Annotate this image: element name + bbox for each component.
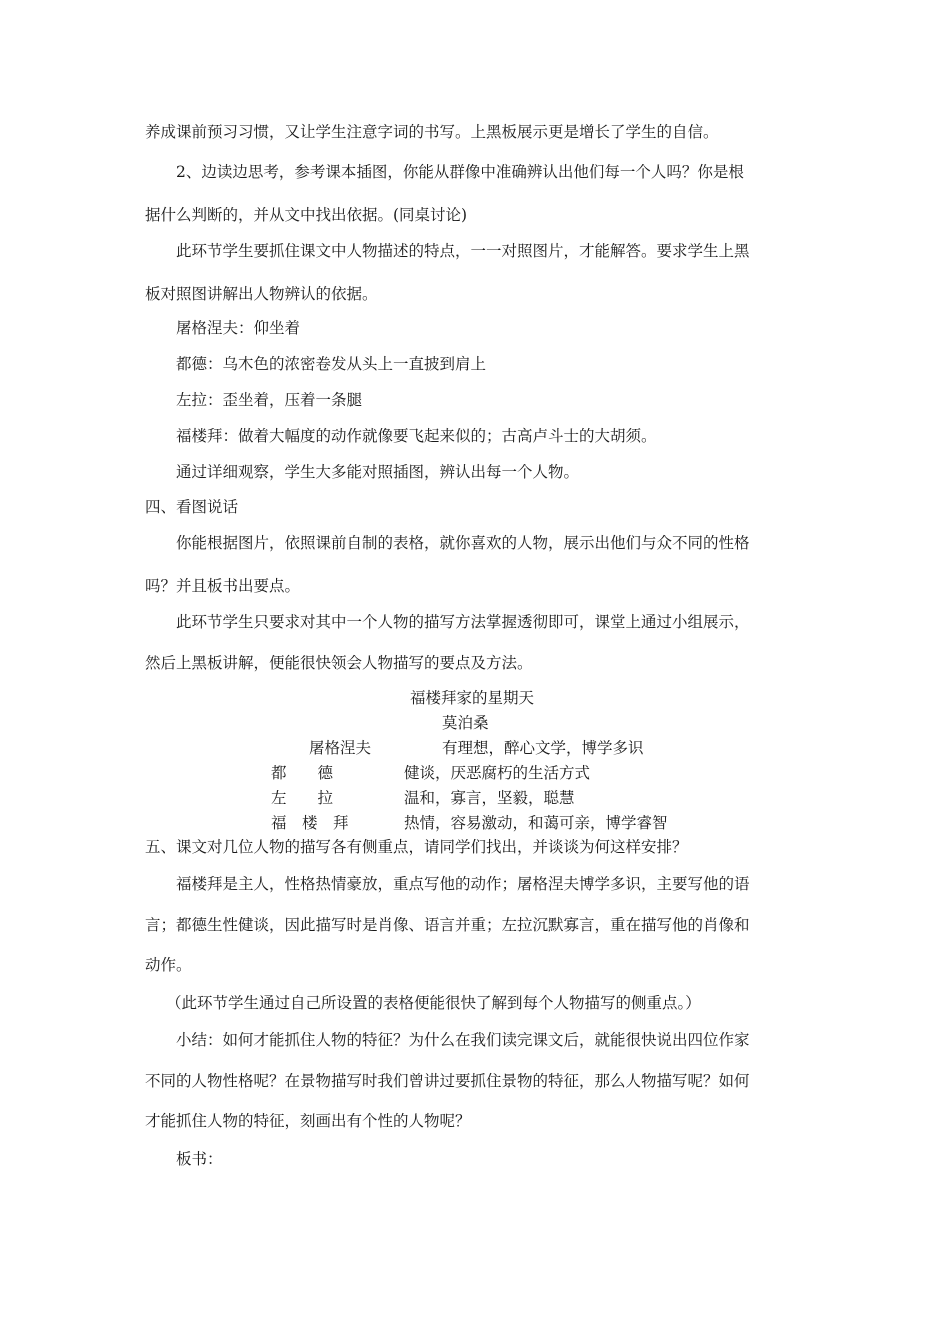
paragraph-line: 你能根据图片，依照课前自制的表格，就你喜欢的人物，展示出他们与众不同的性格 — [176, 534, 750, 552]
paragraph-line: 养成课前预习习惯，又让学生注意字词的书写。上黑板展示更是增长了学生的自信。 — [145, 123, 719, 141]
paragraph-line: 言；都德生性健谈，因此描写时是肖像、语言并重；左拉沉默寡言，重在描写他的肖像和 — [145, 916, 750, 934]
board-row-name: 左 拉 — [271, 789, 334, 807]
character-note-daudet: 都德：乌木色的浓密卷发从头上一直披到肩上 — [176, 355, 487, 373]
paragraph-line: 吗？并且板书出要点。 — [145, 577, 301, 595]
paragraph-line: 福楼拜是主人，性格热情豪放，重点写他的动作；屠格涅夫博学多识，主要写他的语 — [176, 875, 750, 893]
character-note-zola: 左拉：歪坐着，压着一条腿 — [176, 391, 363, 409]
board-title: 福楼拜家的星期天 — [410, 689, 535, 707]
section-heading-5: 五、课文对几位人物的描写各有侧重点，请同学们找出，并谈谈为何这样安排？ — [145, 838, 688, 856]
summary-line: 小结：如何才能抓住人物的特征？为什么在我们读完课文后，就能很快说出四位作家 — [176, 1031, 750, 1049]
board-row-desc: 有理想，醉心文学，博学多识 — [442, 739, 644, 757]
question-2-line: 2、边读边思考，参考课本插图，你能从群像中准确辨认出他们每一个人吗？你是根 — [176, 163, 744, 181]
board-label: 板书： — [176, 1150, 223, 1168]
board-author: 莫泊桑 — [442, 714, 489, 732]
section-heading-4: 四、看图说话 — [145, 498, 239, 516]
board-row-name: 都 德 — [271, 764, 334, 782]
paragraph-line: 此环节学生只要求对其中一个人物的描写方法掌握透彻即可，课堂上通过小组展示， — [176, 613, 750, 631]
character-note-flaubert: 福楼拜：做着大幅度的动作就像要飞起来似的；古高卢斗士的大胡须。 — [176, 427, 657, 445]
summary-line: 不同的人物性格呢？在景物描写时我们曾讲过要抓住景物的特征，那么人物描写呢？如何 — [145, 1072, 750, 1090]
board-row-desc: 健谈，厌恶腐朽的生活方式 — [404, 764, 591, 782]
paragraph-line: 板对照图讲解出人物辨认的依据。 — [145, 285, 378, 303]
character-note-turgenev: 屠格涅夫：仰坐着 — [176, 319, 301, 337]
summary-line: 才能抓住人物的特征，刻画出有个性的人物呢？ — [145, 1112, 471, 1130]
board-row-name: 福 楼 拜 — [271, 814, 349, 832]
board-row-desc: 温和，寡言，坚毅，聪慧 — [404, 789, 575, 807]
board-row-desc: 热情，容易激动，和蔼可亲，博学睿智 — [404, 814, 668, 832]
paragraph-line: 然后上黑板讲解，便能很快领会人物描写的要点及方法。 — [145, 654, 533, 672]
board-row-name: 屠格涅夫 — [309, 739, 372, 757]
paragraph-line: 动作。 — [145, 956, 192, 974]
paragraph-line: （此环节学生通过自己所设置的表格便能很快了解到每个人物描写的侧重点。） — [166, 994, 701, 1012]
paragraph-line: 此环节学生要抓住课文中人物描述的特点，一一对照图片，才能解答。要求学生上黑 — [176, 242, 750, 260]
paragraph-line: 通过详细观察，学生大多能对照插图，辨认出每一个人物。 — [176, 463, 580, 481]
paragraph-line: 据什么判断的，并从文中找出依据。(同桌讨论) — [145, 206, 468, 224]
